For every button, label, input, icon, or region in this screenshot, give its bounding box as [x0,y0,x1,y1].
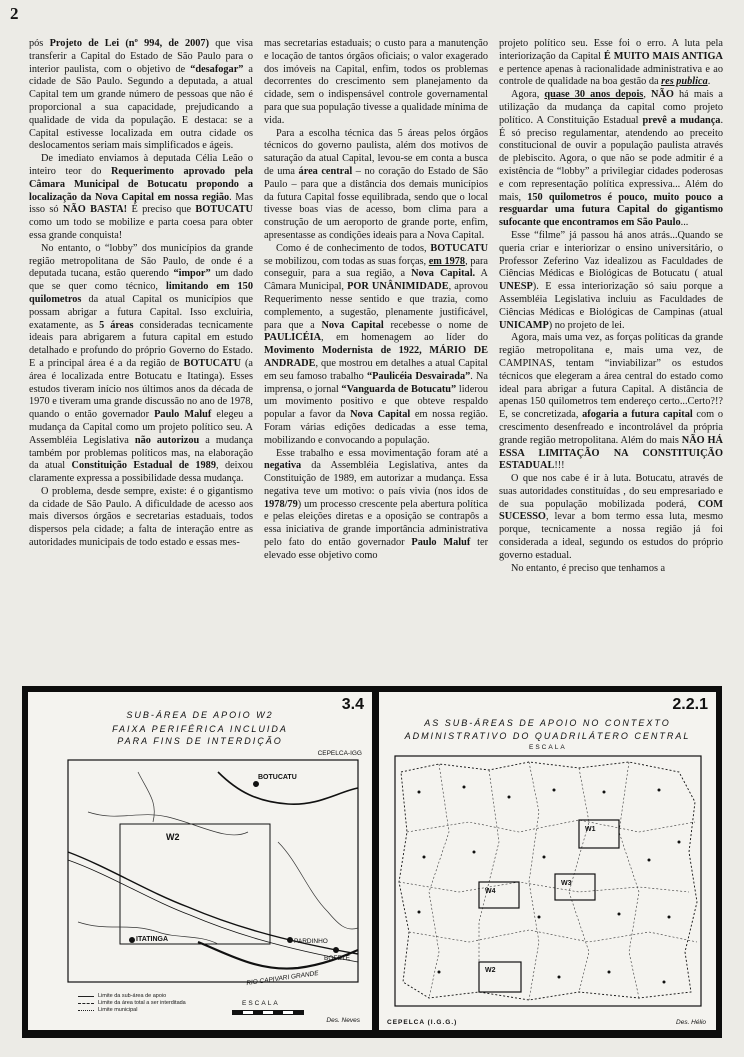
legend-item [78,1000,186,1007]
map-title-line1: AS SUB-ÁREAS DE APOIO NO CONTEXTO [424,718,671,728]
dashed-line-swatch [78,1003,94,1004]
label-botucatu: BOTUCATU [258,774,297,781]
paragraph: De imediato enviamos à deputada Célia Leão o inteiro teor do Requerimento aprovado pela Câmara Municipal de Botucatu propondo a localização da Nova Capital em nossa região. Mas isso só NÃO BASTA! É preciso que BOTUCATU como um todo se mobilize e parta coesa para obter essa grande conquista! [29,153,253,241]
paragraph: No entanto, o “lobby” dos municípios da grande região metropolitana de São Paulo, de onde é a deputada tucana, estão querendo “impor” um dado que se quer como técnico, limitando em 150 quilometros da atual Capital os municípios que possam abrigar a futura Capital. Isso excluiria, exatamente, as 5 áreas consideradas tecnicamente ideais para abrigarem a futura capital em estudo detalhado e profundo do próprio Governo do Estado. E a principal área é a da região de BOTUCATU (a área é localizada entre Botucatu e Itatinga). Esses estudos tiveram início nos últimos anos da década de 1970 e tiveram uma grande discussão no ano de 1978, quando o então governador Paulo Maluf elegeu a mudança da Capital como um projeto político seu. A Assembléia Legislativa não autorizou a mudança também por problemas políticos mas, na elaboração da atual Constituição Estadual de 1989, deixou claramente expressa a possibilidade dessa mudança. [29,242,253,485]
emphasis-text: prevê a mudança [642,114,721,126]
map-source: CEPELCA (I.G.G.) [387,1019,458,1026]
map-source: CEPELCA-IGG [317,750,362,757]
emphasis-text: Paulo Maluf [154,409,212,421]
emphasis-text: UNESP [499,281,533,293]
emphasis-text: POR UNÂNIMIDADE [347,281,449,293]
emphasis-text: quase 30 anos depois [544,89,644,101]
legend-label: Limite da sub-área de apoio [98,993,167,999]
paragraph: No entanto, é preciso que tenhamos a [511,562,666,574]
map-sub-area-w2 [28,692,372,1030]
zone-w1: W1 [585,826,596,833]
emphasis-text: 1978/79 [264,498,298,510]
legend-item [78,1007,186,1014]
paragraph: O que nos cabe é ir à luta. Botucatu, através de suas autoridades constituídas , do seu empresariado e de sua população mobilizada poderá, COM SUCESSO, levar a bom termo essa luta, mesmo porque, tecnicamente a nossa região já foi considerada a ideal, segundo os estudos do próprio governo estadual. [499,473,723,561]
map-quadrilatero-central [379,692,716,1030]
emphasis-text: não autorizou [134,434,200,446]
map-scale-label: ESCALA [242,1000,280,1007]
emphasis-text: NÃO BASTA! [62,204,128,216]
legend-label: Limite da área total a ser interditada [98,1000,186,1006]
emphasis-text: área central [298,165,353,177]
paragraph: Esse trabalho e essa movimentação foram até a negativa da Assembléia Legislativa, antes da Constituição de 1989, em autorizar a mudança. Essa negativa teve um motivo: o país vivia (nos idos de 1978/79) um processo crescente pela abertura política e pelas eleições diretas e a oposição se contrapôs a essa iniciativa de grande importância administrativa pelo fato do então governador Paulo Maluf ter elevado esse objetivo como [264,447,488,561]
column-1 [29,38,253,678]
emphasis-text: BOTUCATU [195,204,253,216]
map-title-line2: FAIXA PERIFÉRICA INCLUIDA [112,724,288,734]
scale-bar [232,1010,304,1015]
figure-number: 2.2.1 [672,696,708,713]
zone-w3: W3 [561,880,572,887]
paragraph: Agora, quase 30 anos depois, NÃO há mais a utilização da mudança da capital como projeto político. A Constituição Estadual prevê a mudança. É só preciso regulamentar, atendendo ao preceito constitucional de ouvir a população paulista através de plebiscito. Agora, o que não se pode admitir é a existência de “lobby” a privilegiar cidades poderosas e com representação política expressiva... Além do mais, 150 quilometros é pouco, muito pouco a resguardar uma futura Capital do gigantismo sufocante que encontramos em São Paulo... [499,89,723,229]
emphasis-text: 150 quilometros é pouco, muito pouco a resguardar uma futura Capital do gigantismo sufocante que encontramos em São Paulo [499,191,723,229]
paragraph: projeto político seu. Esse foi o erro. A luta pela interiorização da Capital É MUITO MAIS ANTIGA e pertence apenas à racionalidade administrativa e ao controle de qualidade na boa gestão da res publica. [499,38,723,88]
emphasis-text: UNICAMP [499,319,549,331]
map-credit: Des. Hélio [676,1019,706,1026]
emphasis-text: afogaria a futura capital [582,409,693,421]
map-scale-label: ESCALA [529,744,567,751]
page-number: 2 [10,4,19,23]
figure-number: 3.4 [341,696,364,713]
paragraph: pós Projeto de Lei (nº 994, de 2007) que visa transferir a Capital do Estado de São Paulo para o interior paulista, com o objetivo de “desafogar” a cidade de São Paulo. Segundo a deputada, a atual Capital tem um grande número de pessoas que não é proporcional a sua capacidade, prejudicando a qualidade de vida da população. E destaca: se a Capital estivesse localizada em outra cidade os deslocamentos seriam mais simplificados e ágeis. [29,38,253,152]
emphasis-text: Requerimento aprovado pela Câmara Municipal de Botucatu propondo a localização da Nova Capital em nossa região [29,165,253,203]
emphasis-text: em 1978 [428,255,466,267]
legend-item [78,993,186,1000]
paragraph: Para a escolha técnica das 5 áreas pelos órgãos técnicos do governo paulista, além dos motivos de saturação da atual Capital, levou-se em conta a busca de uma área central – no coração do Estado de São Paulo – para que a distância dos demais municípios da futura Capital fosse equilibrada, sendo que o local tivesse boas vias de acesso, bom clima para a construção de um aeroporto de grande porte, enfim, apresentasse as condições ideais para a Nova Capital. [264,127,488,241]
article-columns [29,38,723,678]
column-2 [264,38,488,678]
map-title-line2: ADMINISTRATIVO DO QUADRILÁTERO CENTRAL [404,731,691,741]
dotted-line-swatch [78,1010,94,1011]
emphasis-text: Nova Capital [350,409,411,421]
label-w2: W2 [166,832,180,842]
figures-strip [22,686,722,1038]
map-title-line3: PARA FINS DE INTERDIÇÃO [117,736,283,746]
emphasis-text: Constituição Estadual de 1989 [71,460,216,472]
emphasis-text: BOTUCATU [430,242,488,254]
emphasis-text: Projeto de Lei (nº 994, de 2007) [49,38,210,49]
label-itatinga: ITATINGA [136,936,169,943]
emphasis-text: 5 áreas [99,319,134,331]
label-river: RIO CAPIVARI GRANDE [245,969,320,988]
emphasis-text: É MUITO MAIS ANTIGA [603,50,723,62]
emphasis-text: Nova Capital [321,319,384,331]
legend-label: Limite municipal [98,1007,138,1013]
zone-w2: W2 [485,967,496,974]
map-credit: Des. Neves [326,1017,360,1024]
map-title-line1: SUB-ÁREA DE APOIO W2 [126,710,274,720]
map-legend [78,993,186,1014]
emphasis-text: “Paulicéia Desvairada” [366,370,471,382]
emphasis-text: res publica [661,76,708,88]
emphasis-text: Nova Capital. [411,268,476,280]
emphasis-text: Paulo Maluf [411,537,471,549]
emphasis-text: BOTUCATU [183,357,242,369]
paragraph: mas secretarias estaduais; o custo para a manutenção e locação de tantos órgãos oficiais; o valor exagerado dos imóveis na Capital, enfim, todos os problemas decorrentes do crescimento sem planejamento da cidade, sem o indispensável controle governamental para que sua população tivesse a qualidade mínima de vida. [264,38,488,126]
emphasis-text: NÃO [651,89,674,101]
emphasis-text: PAULICÉIA [264,332,322,344]
emphasis-text: NÃO HÁ ESSA LIMITAÇÃO NA CONSTITUIÇÃO ESTADUAL [499,434,723,472]
zone-w4: W4 [485,888,496,895]
solid-line-swatch [78,996,94,997]
paragraph: Esse “filme” já passou há anos atrás...Quando se queria criar e interiorizar o ensino universitário, o Professor Zeferino Vaz idealizou as Faculdades de Ciências Médicas e Biológicas de Botucatu ( atual UNESP). E essa interiorização só saiu porque a Assembléia Legislativa incluiu as Faculdades de Ciências Médicas e Biológicas de Campinas (atual UNICAMP) no projeto de lei. [499,229,723,331]
map-drawing [379,692,716,1030]
label-pardinho: PARDINHO [294,938,328,945]
emphasis-text: negativa [264,460,302,472]
paragraph: O problema, desde sempre, existe: é o gigantismo da cidade de São Paulo. A dificuldade de acesso aos mais diversos órgãos e secretarias estaduais, todos dispersos pela cidade; a falta de interação entre as autoridades municipais de todo estado e essas mes- [29,485,253,549]
column-3 [499,38,723,678]
label-bofete: BOFETE [324,955,351,962]
paragraph: Como é de conhecimento de todos, BOTUCATU se mobilizou, com todas as suas forças, em 1978, para conseguir, para a sua região, a Nova Capital. A Câmara Municipal, POR UNÂNIMIDADE, aprovou Requerimento nesse sentido e que trazia, como complemento, a sugestão, plenamente justificável, para que a Nova Capital recebesse o nome de PAULICÉIA, em homenagem ao líder do Movimento Modernista de 1922, MÁRIO DE ANDRADE, que mostrou em detalhes a atual Capital em seu famoso trabalho “Paulicéia Desvairada”. Na imprensa, o jornal “Vanguarda de Botucatu” liderou um movimento positivo e que obteve respaldo popular a favor da Nova Capital em nossa região. Foram várias edições dedicadas a esse tema, mobilizando e convocando a população. [264,242,488,446]
emphasis-text: limitando em 150 quilometros [29,281,253,305]
emphasis-text: “impor” [173,268,211,280]
emphasis-text: “Vanguarda de Botucatu” [341,383,457,395]
emphasis-text: COM SUCESSO [499,498,723,523]
emphasis-text: Movimento Modernista de 1922, MÁRIO DE ANDRADE [264,345,488,369]
emphasis-text: “desafogar” [190,63,244,75]
paragraph: Agora, mais uma vez, as forças políticas da grande região metropolitana e, mais uma vez, de CAMPINAS, tentam “inviabilizar” os estudos técnicos que elegeram a área central do estado como ideal para abrigar a futura Capital. A distância de apenas 150 quilometros tem endereço certo...Certo?!? E, se concretizada, afogaria a futura capital com o crescimento desenfreado e incontrolável da própria grande região metropolitana. Além do mais NÃO HÁ ESSA LIMITAÇÃO NA CONSTITUIÇÃO ESTADUAL!!! [499,332,723,472]
